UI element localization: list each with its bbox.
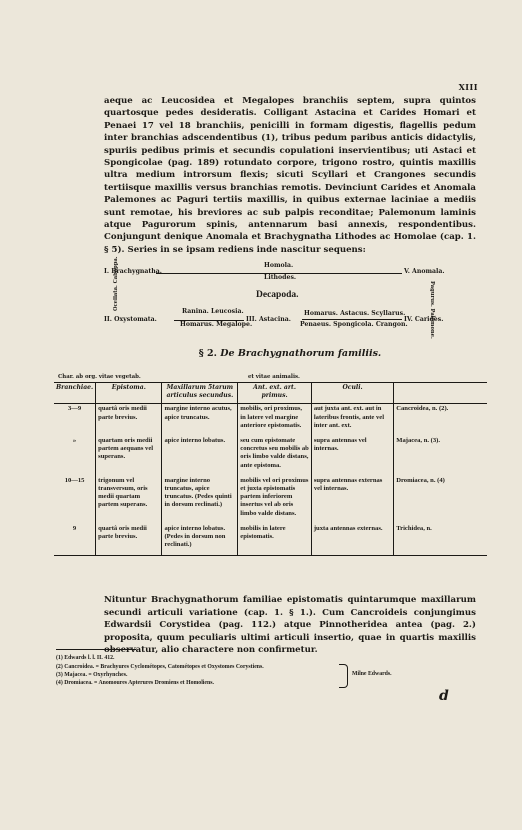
scheme-left-vertical: Ocellata. Cabappa. — [113, 256, 119, 311]
table-row — [54, 476, 487, 524]
cell-maxillarum: apice interno lobatus. (Pedes in dorsum non reclinati.) — [162, 524, 238, 556]
families-table — [54, 382, 487, 556]
scheme-carides: IV. Carides. — [404, 316, 444, 323]
cell-epistoma: trigonum vel transversum, oris medii quartam partem superans. — [96, 476, 162, 524]
cell-branchiae: 9 — [72, 524, 77, 532]
table-caption-left: Char. ab org. vitae vegetab. — [58, 374, 141, 380]
scheme-anomala: V. Anomala. — [404, 268, 445, 275]
table-row — [54, 404, 487, 436]
header-antennae: Ant. ext. art. primus. — [238, 383, 312, 404]
decapoda-scheme — [104, 256, 476, 339]
intro-paragraph: aeque ac Leucosidea et Megalopes branchiis septem, supra quintos quartosque pedes desideratis. Colligant Astacina et Carides Homari et Penaei 17 vel 18 branchiis, penicilli in formam digestis, flagellis pedum inter branchias adscendentibus (1), tribus pedum paribus anticis didactylis, spuriis pedibus primis et secundis copulationi inservientibus; uti Astaci et Spongicolae (pag. 189) rotundato corpore, trigono rostro, quintis maxillis ultra medium introrsum flexis; sicuti Scyllari et Crangones secundis tertiisque maxillis versus branchias remotis. Devinciunt Carides et Anomala Palemones ac Paguri tertiis maxillis, in quibus externae laciniae a mediis sunt remotae, his breviores ac sub palpis reconditae; Palemonum laminis atque Pagurorum spinis, antennarum basi annexis, respondentibus. Conjungunt denique Anomala et Brachygnatha Lithodes ac Homolae (cap. 1. § 5). Series in se ipsam rediens inde nascitur sequens: — [104, 96, 476, 255]
scheme-center: Decapoda. — [256, 290, 299, 300]
cell-antennae: mobilis vel ori proximus et juxta epistomatis partem inferiorem insertus vel ab oris limbo valde distans. — [238, 476, 312, 524]
footnote-4: (4) Dromiacea. = Anomoures Apterures Dromiens et Homoliens. — [56, 680, 214, 686]
header-branchiae: Branchiae. — [54, 383, 96, 404]
cell-epistoma: quartâ oris medii parte brevius. — [96, 524, 162, 556]
header-epistoma: Epistoma. — [96, 383, 162, 404]
section-number: § 2. — [198, 348, 217, 359]
cell-maxillarum: margine interno acutus, apice truncatus. — [162, 404, 238, 436]
page-number: XIII — [458, 82, 478, 92]
footnote-attribution: Milne Edwards. — [352, 671, 392, 677]
scheme-ranina: Ranina. Leucosia. — [182, 308, 244, 315]
footnote-3: (3) Majacea. = Oxyrhynches. — [56, 672, 128, 678]
cell-branchiae: 10—15 — [64, 476, 85, 484]
cell-oculi: aut juxta ant. ext. aut in lateribus frontis, ante vel inter ant. ext. — [311, 404, 393, 436]
scheme-homola: Homola. — [264, 262, 294, 269]
table-header-row — [54, 383, 487, 404]
cell-antennae: seu cum epistomate concretus seu mobilis ab oris limbo valde distans, ante epistoma. — [238, 436, 312, 476]
cell-antennae: mobilis, ori proximus, in latere vel margine anteriore epistomatis. — [238, 404, 312, 436]
cell-family: Cancroidea, n. (2). — [394, 404, 487, 436]
scheme-right-vertical: Pagurus. Palemone. — [429, 281, 435, 339]
cell-family: Trichidea, n. — [394, 524, 487, 556]
footnote-brace — [339, 664, 348, 688]
cell-epistoma: quartam oris medii partem aequans vel superans. — [96, 436, 162, 476]
scheme-astacina: III. Astacina. — [246, 316, 291, 323]
cell-antennae: mobilis in latere epistomatis. — [238, 524, 312, 556]
cell-maxillarum: margine interno truncatus, apice truncatus. (Pedes quinti in dorsum reclinati.) — [162, 476, 238, 524]
cell-branchiae: » — [72, 437, 77, 445]
cell-family: Dromiacea, n. (4) — [394, 476, 487, 524]
signature-mark: d — [439, 688, 449, 704]
header-oculi: Oculi. — [311, 383, 393, 404]
scheme-lithodes: Lithodes. — [264, 274, 297, 281]
footnote-2: (2) Cancroidea. = Brachyures Cyclométopes, Catométopes et Oxystomes Corystiens. — [56, 664, 264, 670]
closing-paragraph: Nituntur Brachygnathorum familiae epistomatis quintarumque maxillarum secundi articuli variatione (cap. 1. § 1.). Cum Cancroideis conjungimus Edwardsii Corystidea (pag. 112.) atque Pinnotheridea antea (pag. 2.) proposita, quum peculiaris ultimi articuli insertio, quae in quartis maxillis observatur, alio charactere non confirmetur. — [104, 595, 476, 656]
scheme-homarus-megalope: Homarus. Megalope. — [180, 321, 253, 328]
footnote-1: (1) Edwards l. l. II. 412. — [56, 655, 115, 661]
table-caption-right: et vitae animalis. — [248, 374, 300, 380]
cell-branchiae: 3—9 — [67, 405, 82, 413]
cell-maxillarum: apice interno lobatus. — [162, 436, 238, 476]
cell-oculi: supra antennas externas vel internas. — [311, 476, 393, 524]
footnote-divider — [56, 649, 136, 650]
section-heading — [104, 348, 476, 359]
cell-oculi: supra antennas vel internas. — [311, 436, 393, 476]
table-row — [54, 436, 487, 476]
header-maxillarum: Maxillarum 5tarum articulus secundus. — [162, 383, 238, 404]
cell-epistoma: quartâ oris medii parte brevius. — [96, 404, 162, 436]
header-family — [394, 383, 487, 404]
cell-oculi: juxta antennas externas. — [311, 524, 393, 556]
scheme-penaeus: Penaeus. Spongicola. Crangon. — [300, 321, 408, 328]
section-title: De Brachygnathorum familiis. — [220, 348, 382, 359]
scheme-brachygnatha: I. Brachygnatha. — [104, 268, 162, 275]
cell-family: Majacea, n. (3). — [394, 436, 487, 476]
scheme-homarus-astacus: Homarus. Astacus. Scyllarus. — [304, 310, 406, 317]
table-row — [54, 524, 487, 556]
scheme-oxystomata: II. Oxystomata. — [104, 316, 157, 323]
